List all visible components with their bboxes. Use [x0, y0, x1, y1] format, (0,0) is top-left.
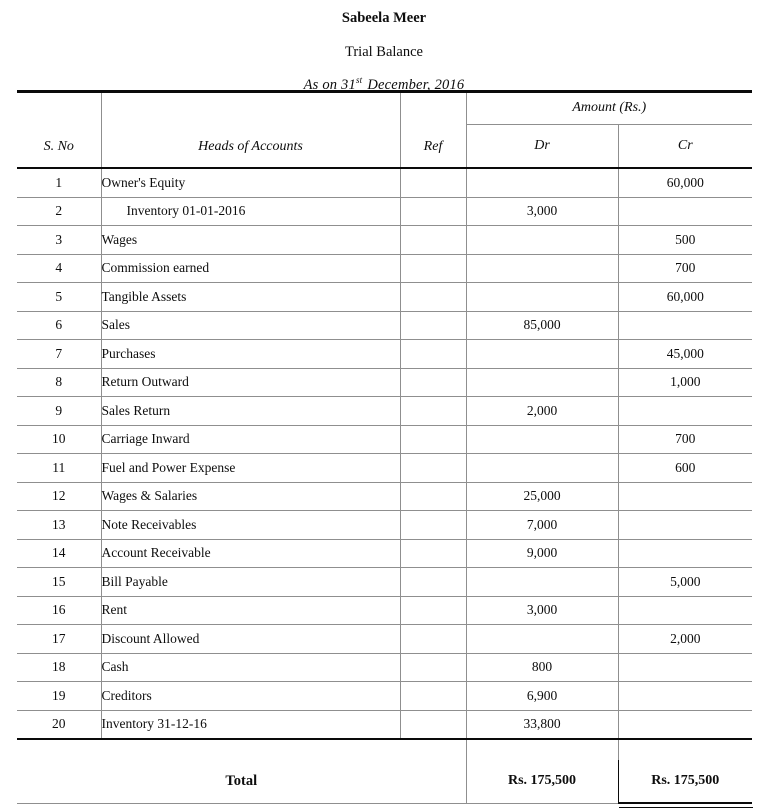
row-ref — [400, 311, 466, 340]
row-debit — [466, 254, 618, 283]
row-serial-no: 12 — [17, 482, 101, 511]
row-serial-no: 5 — [17, 283, 101, 312]
row-serial-no: 1 — [17, 168, 101, 197]
row-debit — [466, 283, 618, 312]
row-ref — [400, 197, 466, 226]
row-credit: 700 — [618, 425, 752, 454]
total-credit-value: Rs. 175,500 — [618, 760, 752, 803]
table-row — [17, 511, 752, 540]
header-row-amount — [17, 93, 752, 124]
row-account-name: Discount Allowed — [101, 625, 400, 654]
header-amount-group: Amount (Rs.) — [466, 93, 752, 124]
row-debit — [466, 625, 618, 654]
header-ref-label: Ref — [423, 139, 443, 154]
table-row — [17, 482, 752, 511]
table-row — [17, 368, 752, 397]
table-row — [17, 682, 752, 711]
table-row — [17, 340, 752, 369]
row-credit — [618, 482, 752, 511]
trial-balance-sheet — [17, 90, 752, 804]
row-credit — [618, 511, 752, 540]
table-row — [17, 625, 752, 654]
row-account-name: Bill Payable — [101, 568, 400, 597]
total-table — [17, 740, 752, 804]
row-debit — [466, 340, 618, 369]
row-credit — [618, 197, 752, 226]
table-row — [17, 596, 752, 625]
table-row — [17, 653, 752, 682]
total-label: Total — [17, 760, 466, 803]
table-row — [17, 197, 752, 226]
row-serial-no: 20 — [17, 710, 101, 739]
table-row — [17, 454, 752, 483]
row-credit — [618, 596, 752, 625]
row-serial-no: 2 — [17, 197, 101, 226]
header-heads-cell — [101, 93, 400, 168]
row-ref — [400, 283, 466, 312]
table-row — [17, 226, 752, 255]
table-body — [17, 168, 752, 739]
row-account-name: Inventory 31-12-16 — [101, 710, 400, 739]
row-ref — [400, 568, 466, 597]
row-debit — [466, 454, 618, 483]
row-credit: 5,000 — [618, 568, 752, 597]
row-serial-no: 14 — [17, 539, 101, 568]
table-row — [17, 710, 752, 739]
table-row — [17, 425, 752, 454]
row-account-name: Creditors — [101, 682, 400, 711]
row-account-name: Return Outward — [101, 368, 400, 397]
table-row — [17, 539, 752, 568]
row-ref — [400, 368, 466, 397]
row-debit: 33,800 — [466, 710, 618, 739]
row-debit: 7,000 — [466, 511, 618, 540]
row-serial-no: 10 — [17, 425, 101, 454]
table-header — [17, 93, 752, 168]
row-debit — [466, 168, 618, 197]
row-ref — [400, 340, 466, 369]
row-debit: 85,000 — [466, 311, 618, 340]
row-account-name: Purchases — [101, 340, 400, 369]
row-account-name: Cash — [101, 653, 400, 682]
table-row — [17, 397, 752, 426]
total-debit-value: Rs. 175,500 — [466, 760, 618, 803]
row-ref — [400, 482, 466, 511]
row-debit: 25,000 — [466, 482, 618, 511]
row-ref — [400, 511, 466, 540]
row-debit — [466, 368, 618, 397]
row-credit — [618, 539, 752, 568]
date-rest: December, 2016 — [367, 77, 465, 93]
row-credit — [618, 710, 752, 739]
row-debit — [466, 425, 618, 454]
row-credit — [618, 653, 752, 682]
row-debit: 800 — [466, 653, 618, 682]
row-serial-no: 19 — [17, 682, 101, 711]
row-credit: 700 — [618, 254, 752, 283]
header-debit: Dr — [466, 124, 618, 168]
row-ref — [400, 254, 466, 283]
total-row — [17, 760, 752, 803]
row-account-name: Wages & Salaries — [101, 482, 400, 511]
row-account-name: Sales Return — [101, 397, 400, 426]
row-account-name: Fuel and Power Expense — [101, 454, 400, 483]
row-debit: 3,000 — [466, 197, 618, 226]
row-ref — [400, 653, 466, 682]
row-credit: 2,000 — [618, 625, 752, 654]
header-serial-no-cell — [17, 93, 101, 168]
row-serial-no: 11 — [17, 454, 101, 483]
row-serial-no: 17 — [17, 625, 101, 654]
row-serial-no: 7 — [17, 340, 101, 369]
row-credit: 500 — [618, 226, 752, 255]
row-account-name: Account Receivable — [101, 539, 400, 568]
row-ref — [400, 226, 466, 255]
row-ref — [400, 596, 466, 625]
table-row — [17, 254, 752, 283]
document-header — [0, 0, 768, 93]
row-ref — [400, 454, 466, 483]
row-debit: 2,000 — [466, 397, 618, 426]
row-serial-no: 18 — [17, 653, 101, 682]
row-account-name: Rent — [101, 596, 400, 625]
row-account-name: Commission earned — [101, 254, 400, 283]
row-credit — [618, 682, 752, 711]
row-serial-no: 15 — [17, 568, 101, 597]
row-account-name: Inventory 01-01-2016 — [101, 197, 400, 226]
table-row — [17, 311, 752, 340]
row-account-name: Carriage Inward — [101, 425, 400, 454]
row-credit — [618, 397, 752, 426]
row-ref — [400, 168, 466, 197]
row-credit: 60,000 — [618, 168, 752, 197]
row-serial-no: 13 — [17, 511, 101, 540]
row-credit: 45,000 — [618, 340, 752, 369]
date-prefix: As on 31 — [303, 77, 356, 93]
header-ref-cell — [400, 93, 466, 168]
row-serial-no: 8 — [17, 368, 101, 397]
row-debit: 6,900 — [466, 682, 618, 711]
row-debit — [466, 568, 618, 597]
row-credit: 600 — [618, 454, 752, 483]
row-account-name: Note Receivables — [101, 511, 400, 540]
row-credit: 60,000 — [618, 283, 752, 312]
row-ref — [400, 625, 466, 654]
row-account-name: Owner's Equity — [101, 168, 400, 197]
header-credit: Cr — [618, 124, 752, 168]
row-account-name: Sales — [101, 311, 400, 340]
row-serial-no: 6 — [17, 311, 101, 340]
table-row — [17, 168, 752, 197]
row-credit: 1,000 — [618, 368, 752, 397]
row-ref — [400, 710, 466, 739]
row-credit — [618, 311, 752, 340]
row-debit: 9,000 — [466, 539, 618, 568]
header-heads-label: Heads of Accounts — [198, 139, 303, 154]
row-serial-no: 3 — [17, 226, 101, 255]
row-ref — [400, 539, 466, 568]
row-debit — [466, 226, 618, 255]
row-debit: 3,000 — [466, 596, 618, 625]
header-serial-no-label: S. No — [43, 139, 74, 154]
statement-date — [0, 59, 768, 93]
row-account-name: Wages — [101, 226, 400, 255]
row-account-name: Tangible Assets — [101, 283, 400, 312]
row-ref — [400, 682, 466, 711]
row-serial-no: 16 — [17, 596, 101, 625]
total-spacer-row — [17, 740, 752, 760]
statement-title: Trial Balance — [345, 43, 423, 60]
row-serial-no: 4 — [17, 254, 101, 283]
row-ref — [400, 397, 466, 426]
table-row — [17, 568, 752, 597]
trial-balance-table — [17, 93, 752, 740]
table-row — [17, 283, 752, 312]
row-ref — [400, 425, 466, 454]
company-name: Sabeela Meer — [341, 10, 427, 26]
date-ordinal-suffix: st — [355, 75, 363, 86]
row-serial-no: 9 — [17, 397, 101, 426]
